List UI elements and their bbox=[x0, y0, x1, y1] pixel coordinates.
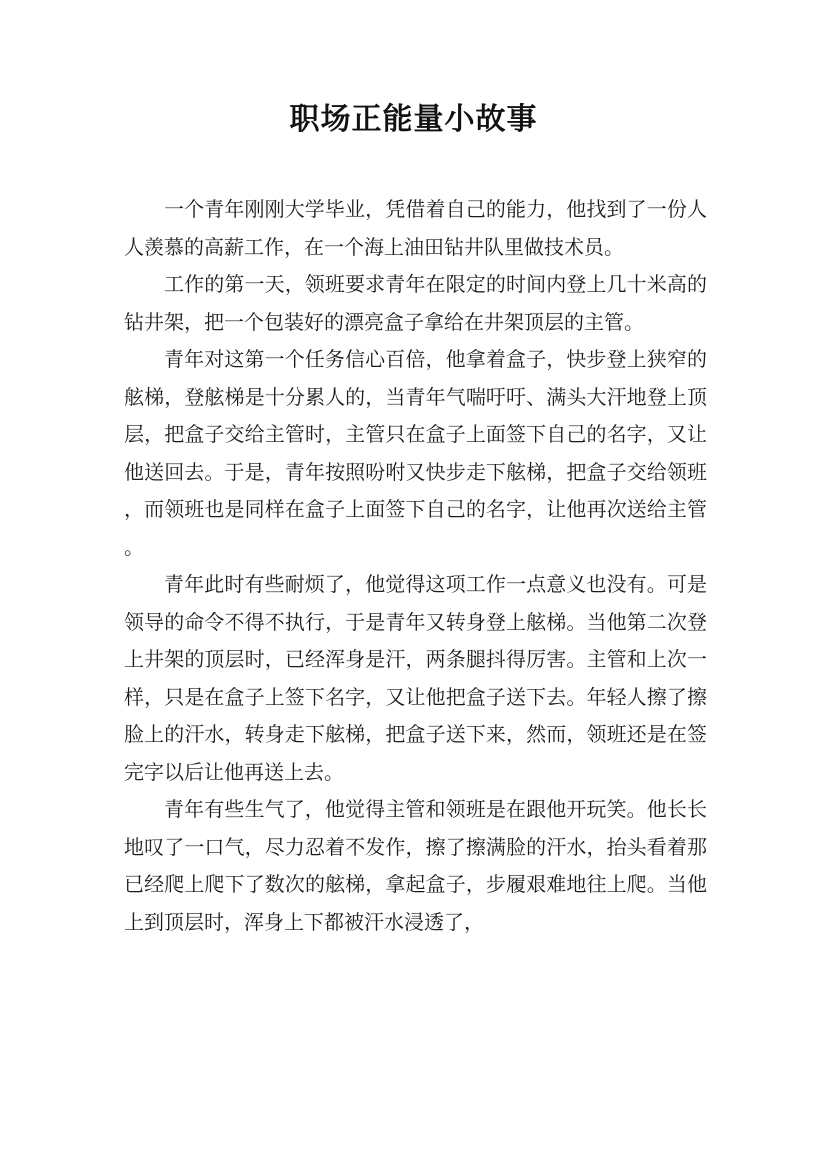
paragraph: 青年对这第一个任务信心百倍，他拿着盒子，快步登上狭窄的舷梯，登舷梯是十分累人的，当青年气喘吁吁、满头大汗地登上顶层，把盒子交给主管时，主管只在盒子上面签下自己的名字，又让他送回去。于是，青年按照吩咐又快步走下舷梯，把盒子交给领班，而领班也是同样在盒子上面签下自己的名字，让他再次送给主管。 bbox=[124, 347, 707, 559]
paragraph: 工作的第一天，领班要求青年在限定的时间内登上几十米高的钻井架，把一个包装好的漂亮盒子拿给在井架顶层的主管。 bbox=[124, 272, 707, 334]
paragraph: 青年有些生气了，他觉得主管和领班是在跟他开玩笑。他长长地叹了一口气，尽力忍着不发作，擦了擦满脸的汗水，抬头看着那已经爬上爬下了数次的舷梯，拿起盒子，步履艰难地往上爬。当他上到顶层时，浑身上下都被汗水浸透了， bbox=[124, 797, 707, 934]
document-title: 职场正能量小故事 bbox=[289, 102, 538, 137]
paragraph: 一个青年刚刚大学毕业，凭借着自己的能力，他找到了一份人人羡慕的高薪工作，在一个海上油田钻井队里做技术员。 bbox=[124, 197, 707, 259]
paragraph: 青年此时有些耐烦了，他觉得这项工作一点意义也没有。可是领导的命令不得不执行，于是青年又转身登上舷梯。当他第二次登上井架的顶层时，已经浑身是汗，两条腿抖得厉害。主管和上次一样，只是在盒子上签下名字，又让他把盒子送下去。年轻人擦了擦脸上的汗水，转身走下舷梯，把盒子送下来，然而，领班还是在签完字以后让他再送上去。 bbox=[124, 572, 707, 784]
document-body bbox=[124, 191, 707, 941]
